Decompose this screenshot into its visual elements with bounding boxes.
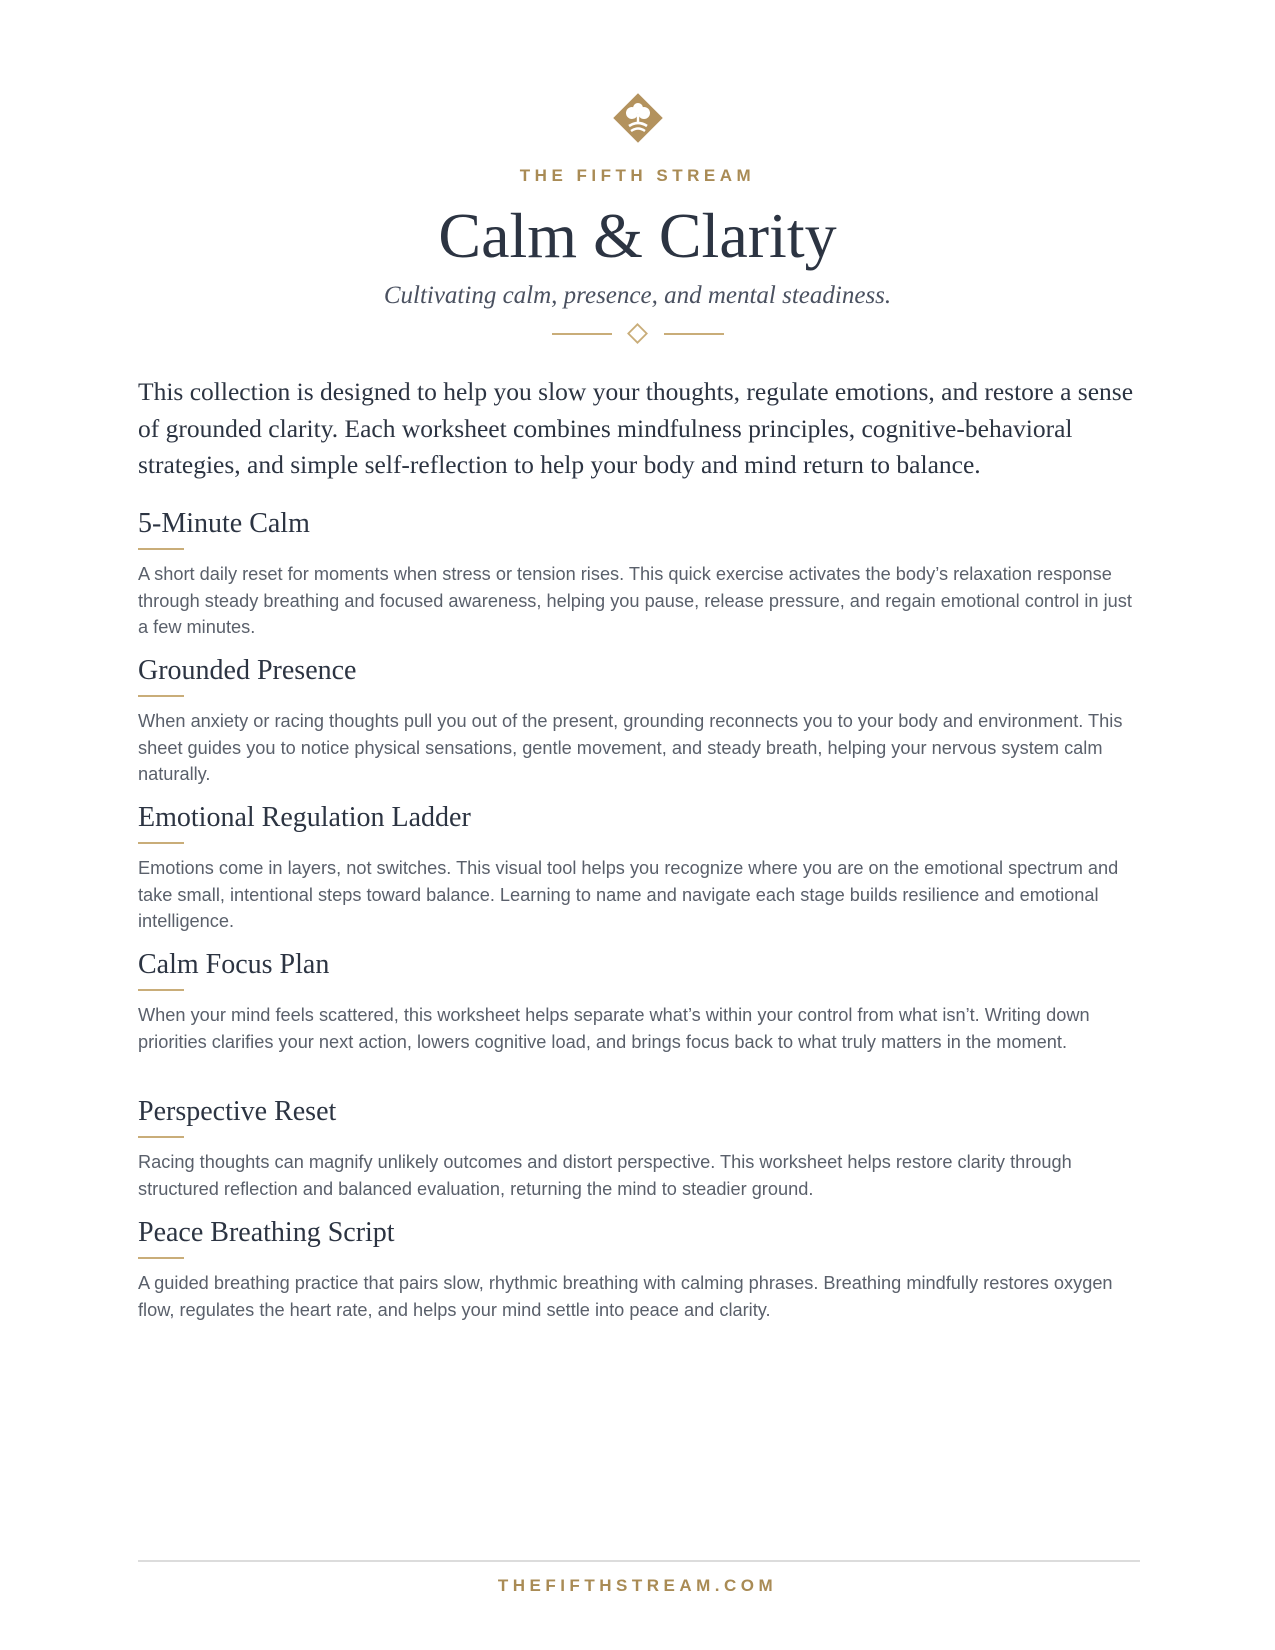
section-calm-focus-plan bbox=[138, 948, 1143, 1055]
section-body: Racing thoughts can magnify unlikely outcomes and distort perspective. This worksheet helps restore clarity through structured reflection and balanced evaluation, returning the mind to steadier ground. bbox=[138, 1152, 1072, 1199]
section-heading: Calm Focus Plan bbox=[138, 949, 330, 980]
heading-underline bbox=[138, 695, 184, 697]
section-perspective-reset bbox=[138, 1095, 1143, 1202]
brand-name: THE FIFTH STREAM bbox=[519, 166, 756, 185]
heading-underline bbox=[138, 1136, 184, 1138]
page-subtitle: Cultivating calm, presence, and mental steadiness. bbox=[383, 282, 892, 309]
section-heading: 5-Minute Calm bbox=[138, 508, 310, 539]
section-body: When your mind feels scattered, this worksheet helps separate what’s within your control from what isn’t. Writing down priorities clarifies your next action, lowers cognitive load, and brings focus back to what truly matters in the moment. bbox=[138, 1005, 1090, 1052]
section-body: When anxiety or racing thoughts pull you out of the present, grounding reconnects you to your body and environment. This sheet guides you to notice physical sensations, gentle movement, and steady breath, helping your nervous system calm naturally. bbox=[138, 711, 1123, 784]
diamond-tree-logo-icon bbox=[612, 92, 664, 144]
section-heading: Grounded Presence bbox=[138, 655, 357, 686]
section-heading: Emotional Regulation Ladder bbox=[138, 802, 471, 833]
heading-underline bbox=[138, 842, 184, 844]
section-heading: Peace Breathing Script bbox=[138, 1217, 395, 1248]
section-heading: Perspective Reset bbox=[138, 1096, 337, 1127]
section-5-minute-calm bbox=[138, 507, 1143, 641]
intro-paragraph: This collection is designed to help you slow your thoughts, regulate emotions, and restore a sense of grounded clarity. Each worksheet combines mindfulness principles, cognitive-behavioral strategies, and simple self-reflection to help your body and mind return to balance. bbox=[138, 377, 1134, 479]
page-title: Calm & Clarity bbox=[438, 200, 837, 271]
section-emotional-regulation-ladder bbox=[138, 801, 1143, 935]
heading-underline bbox=[138, 1257, 184, 1259]
section-grounded-presence bbox=[138, 654, 1143, 788]
section-body: A guided breathing practice that pairs slow, rhythmic breathing with calming phrases. Breathing mindfully restores oxygen flow, regulates the heart rate, and helps your mind settle into peace and clarity. bbox=[138, 1273, 1113, 1320]
diamond-divider-ornament bbox=[550, 323, 726, 345]
footer-website: THEFIFTHSTREAM.COM bbox=[497, 1576, 778, 1595]
heading-underline bbox=[138, 989, 184, 991]
section-body: A short daily reset for moments when stress or tension rises. This quick exercise activates the body’s relaxation response through steady breathing and focused awareness, helping you pause, release pressure, and regain emotional control in just a few minutes. bbox=[138, 564, 1132, 637]
section-peace-breathing-script bbox=[138, 1216, 1143, 1323]
footer-divider bbox=[138, 1560, 1140, 1562]
section-body: Emotions come in layers, not switches. This visual tool helps you recognize where you are on the emotional spectrum and take small, intentional steps toward balance. Learning to name and navigate each stage builds resilience and emotional intelligence. bbox=[138, 858, 1119, 931]
heading-underline bbox=[138, 548, 184, 550]
